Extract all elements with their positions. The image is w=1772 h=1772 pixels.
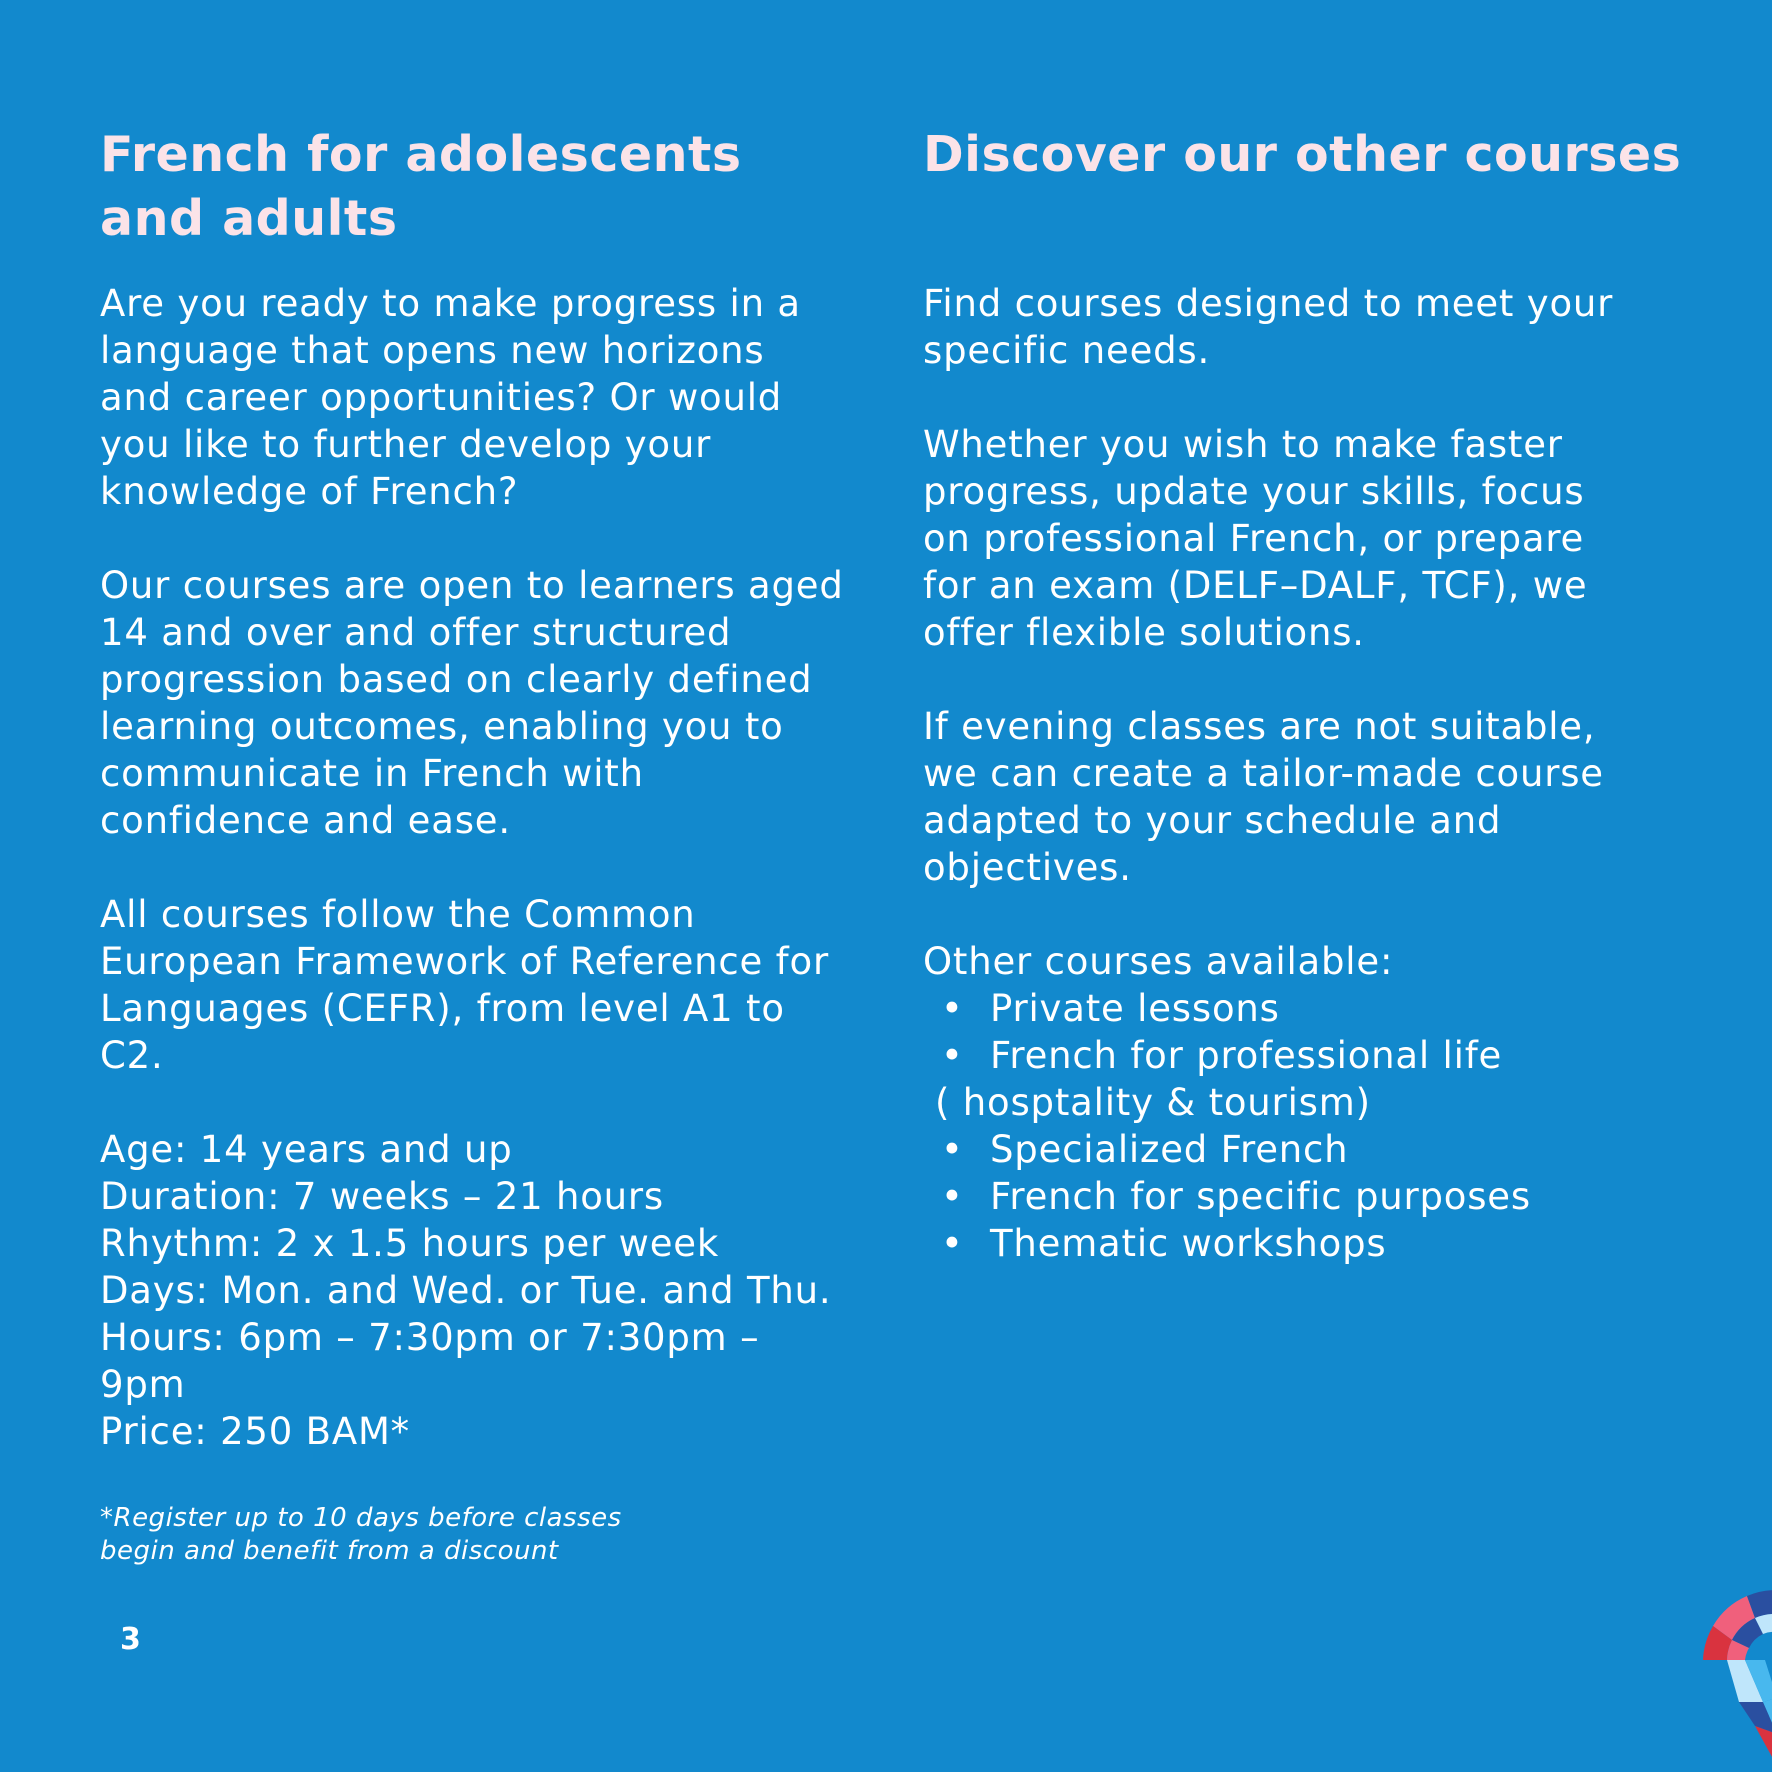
text-line: for an exam (DELF–DALF, TCF), we (923, 564, 1588, 607)
text-line: progression based on clearly defined (100, 658, 813, 701)
text-line: progress, update your skills, focus (923, 470, 1585, 513)
right-column (923, 280, 1743, 1267)
text-line: knowledge of French? (100, 470, 519, 513)
list-item: • French for professional life (923, 1032, 1743, 1079)
cefr-paragraph (100, 891, 900, 1079)
text-line: specific needs. (923, 329, 1211, 372)
page-number: 3 (120, 1622, 141, 1657)
other-courses (923, 938, 1743, 1267)
discount-footnote (100, 1502, 622, 1568)
left-heading: French for adolescents and adults (100, 126, 742, 247)
text-line: adapted to your schedule and (923, 799, 1502, 842)
left-column (100, 280, 900, 1502)
text-line: 14 and over and offer structured (100, 611, 732, 654)
list-item-note: ( hosptality & tourism) (935, 1081, 1371, 1124)
text-line: Languages (CEFR), from level A1 to (100, 987, 785, 1030)
text-line: communicate in French with (100, 752, 644, 795)
text-line: Are you ready to make progress in a (100, 282, 801, 325)
text-line: language that opens new horizons (100, 329, 765, 372)
list-item: • Private lessons (923, 985, 1743, 1032)
course-list-continued (923, 1126, 1743, 1267)
list-item: • French for specific purposes (923, 1173, 1743, 1220)
detail-age: Age: 14 years and up (100, 1128, 513, 1171)
text-line: All courses follow the Common (100, 893, 696, 936)
text-line: European Framework of Reference for (100, 940, 829, 983)
course-details (100, 1126, 900, 1455)
needs-paragraph (923, 280, 1743, 374)
text-line: on professional French, or prepare (923, 517, 1585, 560)
list-intro: Other courses available: (923, 940, 1394, 983)
text-line: C2. (100, 1034, 164, 1077)
solutions-paragraph (923, 421, 1743, 656)
text-line: you like to further develop your (100, 423, 712, 466)
audience-paragraph (100, 562, 900, 844)
detail-hours: Hours: 6pm – 7:30pm or 7:30pm – (100, 1316, 760, 1359)
tailor-made-paragraph (923, 703, 1743, 891)
right-heading: Discover our other courses (923, 126, 1682, 183)
text-line: Find courses designed to meet your (923, 282, 1614, 325)
footnote-line: begin and benefit from a discount (100, 1536, 559, 1566)
detail-price: Price: 250 BAM* (100, 1410, 410, 1453)
detail-duration: Duration: 7 weeks – 21 hours (100, 1175, 665, 1218)
detail-days: Days: Mon. and Wed. or Tue. and Thu. (100, 1269, 832, 1312)
list-item: • Specialized French (923, 1126, 1743, 1173)
text-line: offer flexible solutions. (923, 611, 1365, 654)
text-line: Whether you wish to make faster (923, 423, 1563, 466)
multicolor-mosaic-logo-icon (1655, 1552, 1772, 1772)
text-line: Our courses are open to learners aged (100, 564, 844, 607)
detail-rhythm: Rhythm: 2 x 1.5 hours per week (100, 1222, 720, 1265)
list-item: • Thematic workshops (923, 1220, 1743, 1267)
text-line: learning outcomes, enabling you to (100, 705, 784, 748)
text-line: we can create a tailor-made course (923, 752, 1604, 795)
intro-paragraph (100, 280, 900, 515)
text-line: and career opportunities? Or would (100, 376, 783, 419)
text-line: objectives. (923, 846, 1132, 889)
course-list (923, 985, 1743, 1079)
detail-hours-cont: 9pm (100, 1363, 186, 1406)
text-line: confidence and ease. (100, 799, 511, 842)
text-line: If evening classes are not suitable, (923, 705, 1596, 748)
footnote-line: *Register up to 10 days before classes (100, 1503, 622, 1533)
